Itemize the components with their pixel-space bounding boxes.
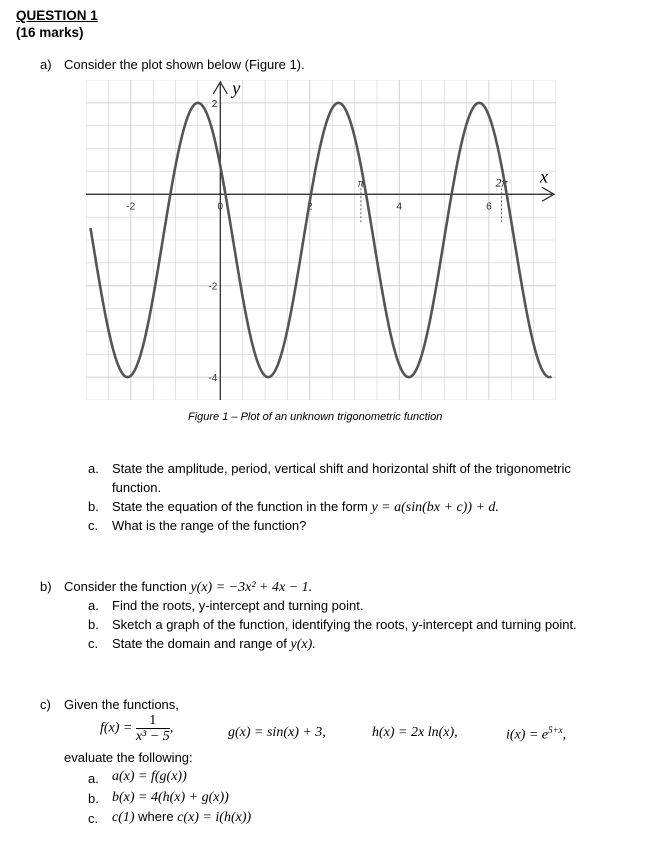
part-a-label: a) [40, 57, 52, 72]
function-f-numerator: 1 [136, 713, 170, 729]
function-i-base: i(x) = e [506, 727, 549, 743]
y-tick-label: 2 [211, 98, 218, 110]
function-h: h(x) = 2x ln(x), [372, 725, 458, 740]
part-c-item-c-math2: c(x) = i(h(x)) [177, 810, 252, 825]
part-b-item-a-letter: a. [88, 598, 99, 613]
figure-caption: Figure 1 – Plot of an unknown trigonometric function [188, 411, 443, 423]
part-a-item-b-math: y = a(sin(bx + c)) + d. [371, 500, 499, 515]
part-b-label: b) [40, 579, 52, 594]
x-axis-label: x [540, 166, 548, 187]
x-tick-label: 2 [307, 201, 313, 213]
part-c-evaluate: evaluate the following: [64, 750, 193, 765]
part-a-item-b-plain: State the equation of the function in the form [112, 499, 372, 514]
part-c-item-b-math: b(x) = 4(h(x) + g(x)) [112, 790, 229, 805]
y-tick-label: -2 [208, 281, 218, 293]
part-c-item-a-math: a(x) = f(g(x)) [112, 769, 187, 784]
x-tick-label: 0 [217, 201, 224, 213]
x-tick-label: -2 [126, 201, 136, 213]
part-c-label: c) [40, 697, 51, 712]
part-c-item-c-where: where [134, 809, 178, 824]
part-c-item-c-math1: c(1) [112, 810, 135, 825]
part-b-item-a-text: Find the roots, y-intercept and turning point. [112, 598, 364, 613]
part-a-item-b-letter: b. [88, 499, 99, 514]
function-f-comma: , [169, 720, 174, 736]
question-marks: (16 marks) [16, 25, 84, 40]
part-a-intro: Consider the plot shown below (Figure 1). [64, 57, 305, 72]
function-i-comma: , [562, 727, 567, 743]
part-b-item-c-letter: c. [88, 636, 99, 651]
part-b-intro-text: Consider the function [64, 579, 191, 594]
part-b-intro-math: y(x) = −3x² + 4x − 1. [190, 580, 313, 595]
y-axis-label: y [232, 80, 241, 98]
part-a-item-a-text2: function. [112, 480, 162, 495]
x-tick-label: 6 [486, 201, 492, 213]
part-b-item-c-plain: State the domain and range of [112, 636, 291, 651]
question-title: QUESTION 1 [16, 8, 98, 23]
part-a-item-a-letter: a. [88, 461, 99, 476]
function-g: g(x) = sin(x) + 3, [228, 725, 326, 740]
part-a-item-a-text: State the amplitude, period, vertical shift and horizontal shift of the trigonometric [112, 461, 571, 476]
special-tick-label: π [357, 175, 364, 190]
function-i [506, 725, 566, 744]
function-i-exponent: 5+x [548, 725, 563, 735]
part-b-item-b-text: Sketch a graph of the function, identifying the roots, y-intercept and turning point. [112, 617, 577, 632]
part-a-item-b-text [112, 499, 499, 516]
part-c-intro: Given the functions, [64, 697, 179, 712]
figure-1-plot [86, 80, 556, 400]
part-c-item-a-letter: a. [88, 771, 99, 786]
function-f-lhs: f(x) = [100, 720, 133, 736]
part-b-item-b-letter: b. [88, 617, 99, 632]
function-f-denominator: x³ − 5 [135, 729, 170, 744]
function-f-fraction [136, 713, 170, 744]
part-b-item-c-text [112, 636, 316, 653]
part-c-item-b-letter: b. [88, 791, 99, 806]
part-c-item-c-letter: c. [88, 811, 99, 826]
part-a-item-c-letter: c. [88, 518, 99, 533]
special-tick-label: 2π [495, 175, 508, 190]
part-b-intro [64, 579, 312, 596]
y-tick-label: -4 [208, 373, 218, 385]
function-f [100, 713, 173, 744]
x-tick-label: 4 [396, 201, 403, 213]
part-c-item-c-text [112, 809, 251, 826]
part-b-item-c-math: y(x). [290, 637, 316, 652]
part-a-item-c-text: What is the range of the function? [112, 518, 307, 533]
